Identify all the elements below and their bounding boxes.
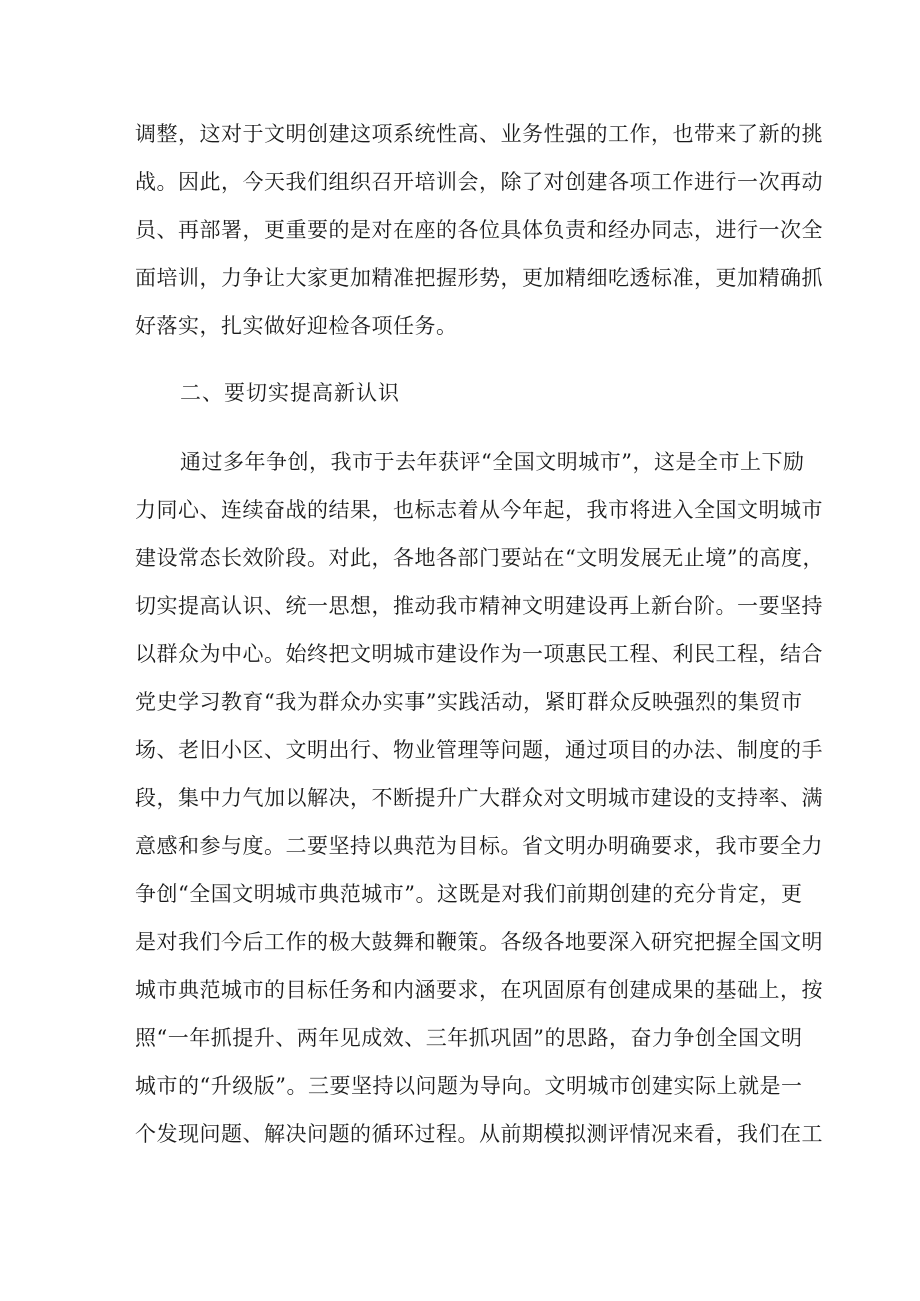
paragraph-line: 段，集中力气加以解决，不断提升广大群众对文明城市建设的支持率、满 [135, 786, 823, 810]
paragraph-line: 切实提高认识、统一思想，推动我市精神文明建设再上新台阶。一要坚持 [135, 594, 823, 618]
paragraph-line: 战。因此，今天我们组织召开培训会，除了对创建各项工作进行一次再动 [135, 170, 823, 194]
paragraph-line: 面培训，力争让大家更加精准把握形势，更加精细吃透标准，更加精确抓 [135, 266, 823, 290]
paragraph-line: 意感和参与度。二要坚持以典范为目标。省文明办明确要求，我市要全力 [135, 834, 823, 858]
paragraph-line: 城市的“升级版”。三要坚持以问题为导向。文明城市创建实际上就是一 [135, 1074, 803, 1098]
paragraph-line: 个发现问题、解决问题的循环过程。从前期模拟测评情况来看，我们在工 [135, 1122, 823, 1146]
paragraph-line: 力同心、连续奋战的结果，也标志着从今年起，我市将进入全国文明城市 [135, 498, 823, 522]
paragraph-line: 党史学习教育“我为群众办实事”实践活动，紧盯群众反映强烈的集贸市 [135, 690, 803, 714]
paragraph-line: 建设常态长效阶段。对此，各地各部门要站在“文明发展无止境”的高度， [135, 546, 824, 570]
paragraph-line: 好落实，扎实做好迎检各项任务。 [135, 314, 458, 338]
paragraph-line: 是对我们今后工作的极大鼓舞和鞭策。各级各地要深入研究把握全国文明 [135, 930, 823, 954]
paragraph-line: 城市典范城市的目标任务和内涵要求，在巩固原有创建成果的基础上，按 [135, 978, 823, 1002]
paragraph-line: 照“一年抓提升、两年见成效、三年抓巩固”的思路，奋力争创全国文明 [135, 1026, 803, 1050]
paragraph-line: 争创“全国文明城市典范城市”。这既是对我们前期创建的充分肯定，更 [135, 882, 803, 906]
paragraph-line: 场、老旧小区、文明出行、物业管理等问题，通过项目的办法、制度的手 [135, 738, 823, 762]
paragraph-line: 员、再部署，更重要的是对在座的各位具体负责和经办同志，进行一次全 [135, 218, 823, 242]
paragraph-line: 通过多年争创，我市于去年获评“全国文明城市”，这是全市上下励 [180, 450, 805, 474]
paragraph-line: 调整，这对于文明创建这项系统性高、业务性强的工作，也带来了新的挑 [135, 122, 823, 146]
section-heading: 二、要切实提高新认识 [180, 381, 400, 405]
paragraph-line: 以群众为中心。始终把文明城市建设作为一项惠民工程、利民工程，结合 [135, 642, 823, 666]
